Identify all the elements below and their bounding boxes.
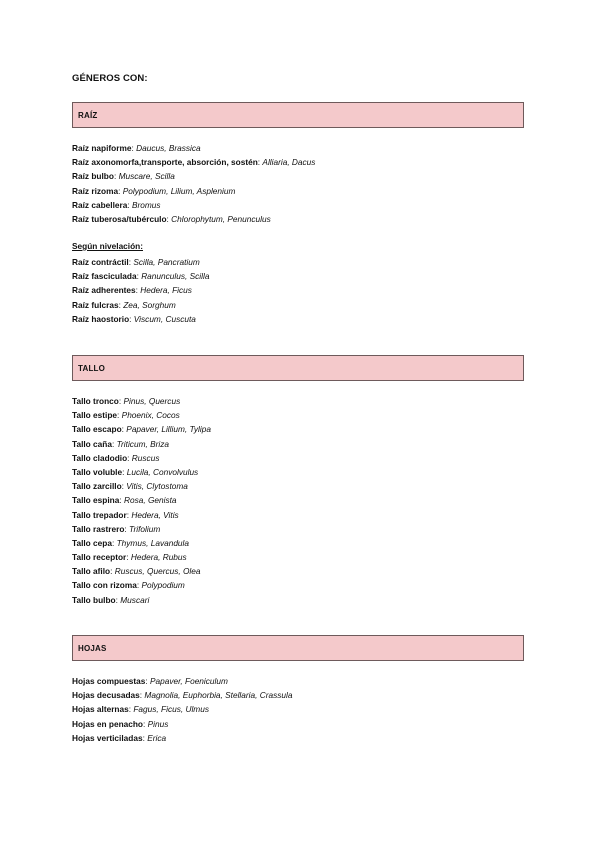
list-item: Tallo voluble: Lucila, Convolvulus bbox=[72, 466, 199, 477]
section-header-label: RAÍZ bbox=[78, 111, 98, 120]
list-item: Tallo con rizoma: Polypodium bbox=[72, 580, 185, 591]
list-item: Raíz haostorio: Viscum, Cuscuta bbox=[72, 313, 196, 324]
list-item: Tallo zarcillo: Vitis, Clytostoma bbox=[72, 481, 188, 492]
tallo-list bbox=[72, 394, 211, 607]
list-item: Hojas verticiladas: Erica bbox=[72, 732, 167, 743]
list-item: Tallo caña: Triticum, Briza bbox=[72, 438, 169, 449]
list-item: Raíz tuberosa/tubérculo: Chlorophytum, Penunculus bbox=[72, 213, 271, 224]
list-item: Hojas decusadas: Magnolia, Euphorbia, Stellaria, Crassula bbox=[72, 690, 293, 701]
list-item: Raíz adherentes: Hedera, Ficus bbox=[72, 285, 192, 296]
list-item: Tallo receptor: Hedera, Rubus bbox=[72, 552, 187, 563]
list-item: Raíz contráctil: Scilla, Pancratium bbox=[72, 257, 200, 267]
list-item: Tallo estipe: Phoenix, Cocos bbox=[72, 410, 180, 421]
list-item: Hojas alternas: Fagus, Ficus, Ulmus bbox=[72, 704, 209, 715]
list-item: Hojas en penacho: Pinus bbox=[72, 718, 169, 729]
list-item: Raíz fulcras: Zea, Sorghum bbox=[72, 299, 176, 310]
list-item: Tallo afilo: Ruscus, Quercus, Olea bbox=[72, 566, 201, 577]
section-header-tallo bbox=[72, 355, 524, 381]
list-item: Raíz fasciculada: Ranunculus, Scilla bbox=[72, 271, 210, 282]
list-item: Raíz cabellera: Bromus bbox=[72, 199, 161, 210]
list-item: Raíz napiforme: Daucus, Brassica bbox=[72, 143, 201, 153]
list-item: Raíz bulbo: Muscare, Scilla bbox=[72, 171, 175, 182]
raiz-sub-list bbox=[72, 255, 209, 326]
list-item: Tallo cladodio: Ruscus bbox=[72, 452, 160, 463]
list-item: Tallo trepador: Hedera, Vitis bbox=[72, 509, 179, 520]
list-item: Raíz rizoma: Polypodium, Lilium, Asplenium bbox=[72, 185, 236, 196]
section-header-label: TALLO bbox=[78, 364, 106, 373]
list-item: Tallo bulbo: Muscari bbox=[72, 594, 150, 605]
list-item: Hojas compuestas: Papaver, Foeniculum bbox=[72, 676, 228, 686]
raiz-list bbox=[72, 141, 315, 226]
section-header-hojas bbox=[72, 635, 524, 661]
raiz-subheading: Según nivelación: bbox=[72, 241, 143, 251]
list-item: Raíz axonomorfa,transporte, absorción, sostén: Alliaria, Dacus bbox=[72, 157, 316, 168]
hojas-list bbox=[72, 674, 292, 745]
document-title: GÉNEROS CON: bbox=[72, 73, 148, 84]
list-item: Tallo tronco: Pinus, Quercus bbox=[72, 396, 181, 406]
section-header-label: HOJAS bbox=[78, 644, 107, 653]
list-item: Tallo cepa: Thymus, Lavandula bbox=[72, 537, 190, 548]
section-header-raiz bbox=[72, 102, 524, 128]
list-item: Tallo rastrero: Trifolium bbox=[72, 523, 161, 534]
list-item: Tallo espina: Rosa, Genista bbox=[72, 495, 177, 506]
list-item: Tallo escapo: Papaver, Lillium, Tylipa bbox=[72, 424, 211, 435]
